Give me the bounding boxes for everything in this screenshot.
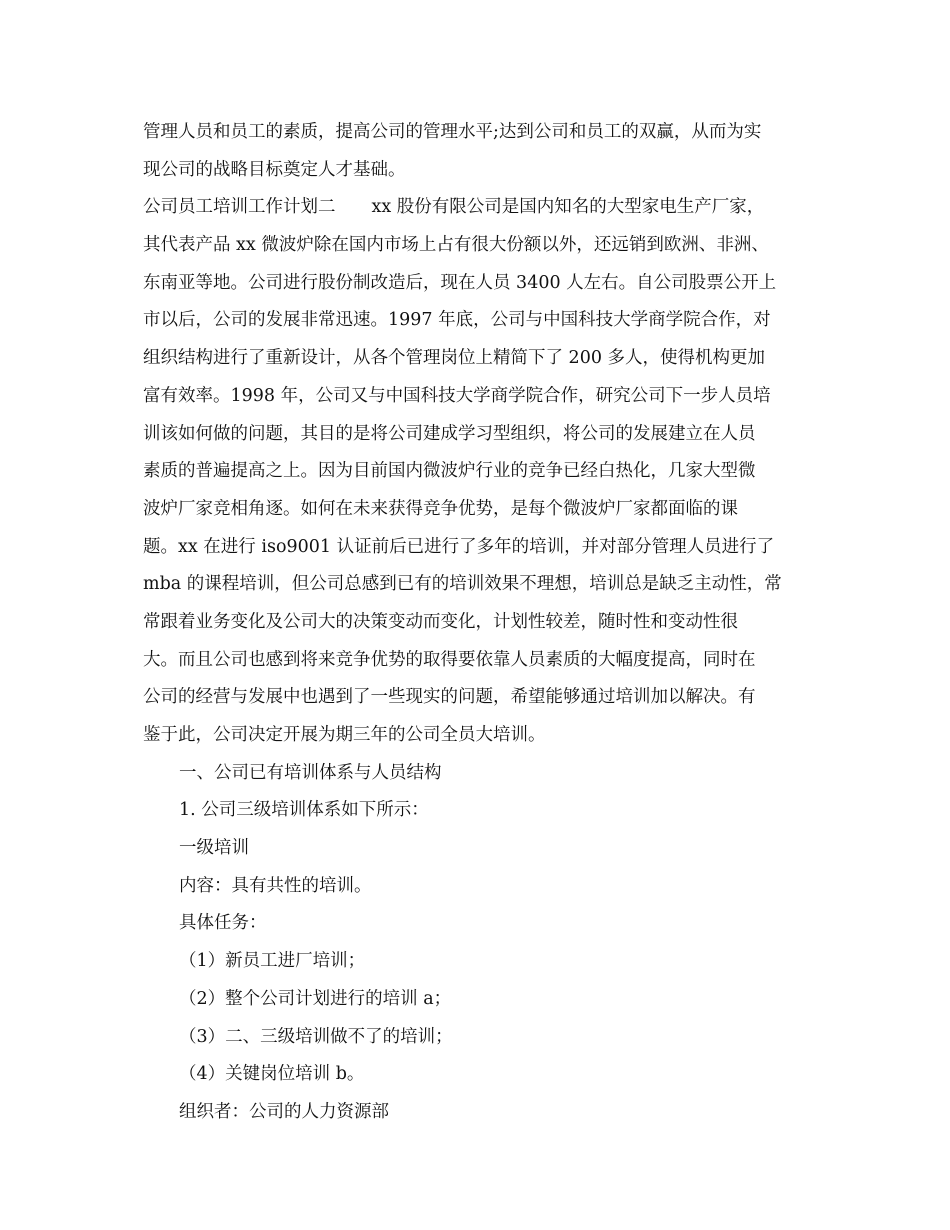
paragraph-line: mba 的课程培训，但公司总感到已有的培训效果不理想，培训总是缺乏主动性，常	[143, 574, 782, 595]
task-item: （3）二、三级培训做不了的培训；	[179, 1026, 453, 1047]
paragraph-line: 训该如何做的问题，其目的是将公司建成学习型组织，将公司的发展建立在人员	[143, 423, 756, 444]
paragraph-line: 波炉厂家竞相角逐。如何在未来获得竞争优势，是每个微波炉厂家都面临的课	[143, 498, 738, 519]
task-item: （1）新员工进厂培训；	[179, 951, 366, 972]
tasks-label: 具体任务：	[179, 913, 267, 934]
paragraph-line: 鉴于此，公司决定开展为期三年的公司全员大培训。	[143, 725, 546, 745]
paragraph-line: 市以后，公司的发展非常迅速。1997 年底，公司与中国科技大学商学院合作，对	[143, 310, 771, 331]
task-item: （2）整个公司计划进行的培训 a；	[179, 988, 452, 1009]
paragraph-line: 大。而且公司也感到将来竞争优势的取得要依靠人员素质的大幅度提高，同时在	[143, 649, 756, 670]
organizer-line: 组织者：公司的人力资源部	[179, 1101, 389, 1122]
content-line: 内容：具有共性的培训。	[179, 875, 372, 896]
document-body	[143, 114, 815, 1132]
paragraph-line: 管理人员和员工的素质，提高公司的管理水平;达到公司和员工的双赢，从而为实	[143, 122, 762, 142]
plan-heading: 公司员工培训工作计划二	[143, 197, 336, 218]
paragraph-line: 其代表产品 xx 微波炉除在国内市场上占有很大份额以外，还远销到欧洲、非洲、	[143, 235, 769, 256]
section-heading: 一、公司已有培训体系与人员结构	[179, 762, 442, 783]
paragraph-line: 东南亚等地。公司进行股份制改造后，现在人员 3400 人左右。自公司股票公开上	[143, 272, 777, 293]
paragraph-line: 常跟着业务变化及公司大的决策变动而变化，计划性较差，随时性和变动性很	[143, 611, 738, 632]
paragraph-line: 公司的经营与发展中也遇到了一些现实的问题，希望能够通过培训加以解决。有	[143, 687, 756, 708]
plan-heading-line	[143, 189, 815, 227]
paragraph-line: 富有效率。1998 年，公司又与中国科技大学商学院合作，研究公司下一步人员培	[143, 385, 771, 406]
paragraph-line: 题。xx 在进行 iso9001 认证前后已进行了多年的培训，并对部分管理人员进行了	[143, 536, 775, 557]
level-heading: 一级培训	[179, 838, 249, 859]
paragraph-line: 现公司的战略目标奠定人才基础。	[143, 159, 406, 180]
paragraph-line: 组织结构进行了重新设计，从各个管理岗位上精简下了 200 多人，使得机构更加	[143, 348, 766, 369]
subsection-heading: 1. 公司三级培训体系如下所示：	[179, 800, 429, 821]
plan-first-sentence: xx 股份有限公司是国内知名的大型家电生产厂家，	[371, 197, 765, 218]
paragraph-line: 素质的普遍提高之上。因为目前国内微波炉行业的竞争已经白热化，几家大型微	[143, 461, 756, 482]
task-item: （4）关键岗位培训 b。	[179, 1064, 365, 1085]
